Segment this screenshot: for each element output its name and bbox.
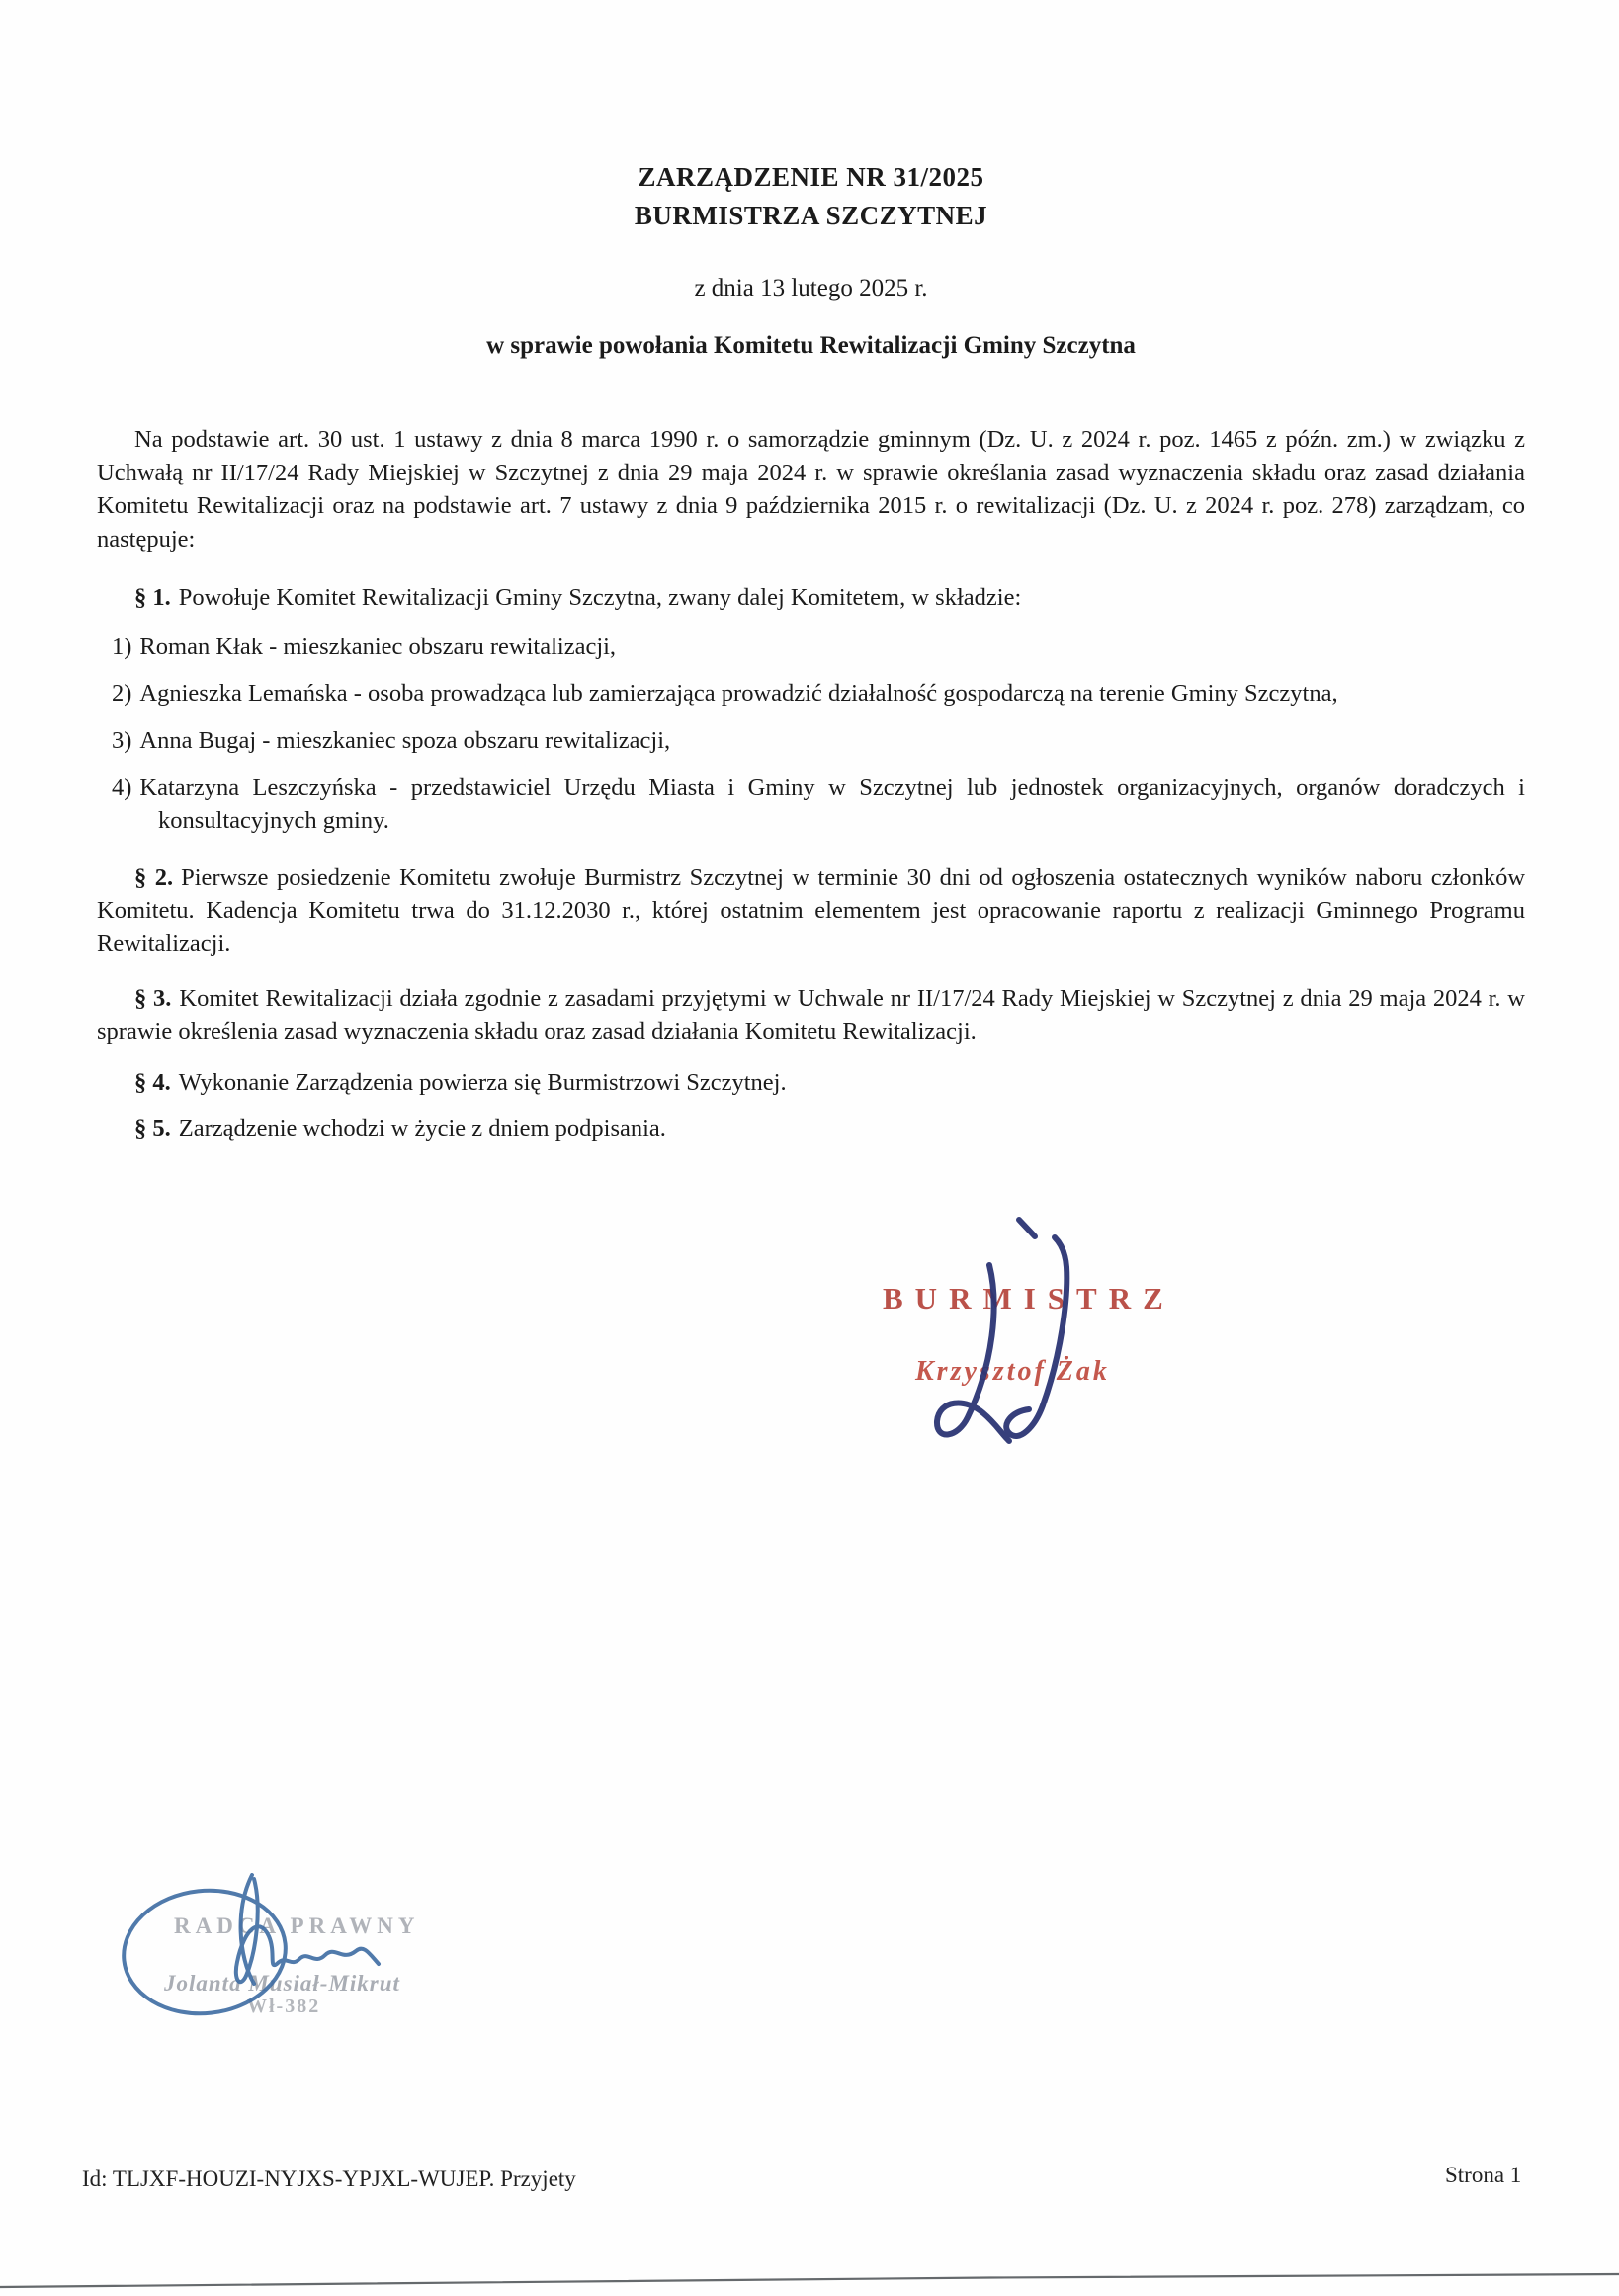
list-item-text: Agnieszka Lemańska - osoba prowadząca lub zamierzająca prowadzić działalność gospodarczą na terenie Gminy Szczytna, <box>139 680 1338 707</box>
paragraph-1 <box>97 581 1525 615</box>
list-item-marker: 4) <box>112 774 132 801</box>
list-item <box>97 677 1525 711</box>
paragraph-4 <box>97 1066 1525 1100</box>
title-line-1: ZARZĄDZENIE NR 31/2025 <box>638 162 984 192</box>
paragraph-4-text: Wykonanie Zarządzenia powierza się Burmistrzowi Szczytnej. <box>178 1068 787 1096</box>
paragraph-2 <box>97 861 1525 961</box>
list-item-marker: 1) <box>112 633 132 660</box>
legal-stamp-name: Jolanta Musiał-Mikrut <box>164 1971 400 1996</box>
list-item <box>97 724 1525 758</box>
paragraph-3-label: § 3. <box>134 984 172 1012</box>
scan-edge-line <box>0 2263 1619 2296</box>
list-item-marker: 2) <box>112 680 132 707</box>
list-item-text: Anna Bugaj - mieszkaniec spoza obszaru rewitalizacji, <box>139 726 671 754</box>
legal-basis-paragraph: Na podstawie art. 30 ust. 1 ustawy z dnia 8 marca 1990 r. o samorządzie gminnym (Dz. U. z 2024 r. poz. 1465 z późn. zm.) w związku z Uchwałą nr II/17/24 Rady Miejskiej w Szczytnej z dnia 29 maja 2024 r. w sprawie określania zasad wyznaczenia składu oraz zasad działania Komitetu Rewitalizacji oraz na podstawie art. 7 ustawy z dnia 9 października 2015 r. o rewitalizacji (Dz. U. z 2024 r. poz. 278) zarządzam, co następuje: <box>97 426 1525 553</box>
legal-signature-ink <box>104 1871 450 2039</box>
footer-page-number: Strona 1 <box>1445 2163 1522 2187</box>
document-subject: w sprawie powołania Komitetu Rewitalizacji Gminy Szczytna <box>486 332 1136 359</box>
paragraph-3 <box>97 982 1525 1049</box>
paragraph-5-label: § 5. <box>134 1115 171 1142</box>
paragraph-5-text: Zarządzenie wchodzi w życie z dniem podpisania. <box>178 1115 666 1142</box>
paragraph-4-label: § 4. <box>134 1068 171 1096</box>
document-title <box>97 158 1525 235</box>
legal-stamp-title: RADCA PRAWNY <box>174 1913 420 1938</box>
list-item <box>97 771 1525 837</box>
title-line-2: BURMISTRZA SZCZYTNEJ <box>634 201 988 230</box>
paragraph-2-label: § 2. <box>134 864 174 891</box>
paragraph-2-text: Pierwsze posiedzenie Komitetu zwołuje Burmistrz Szczytnej w terminie 30 dni od ogłoszenia ostatecznych wyników naboru członków Komitetu. Kadencja Komitetu trwa do 31.12.2030 r., której ostatnim elementem jest opracowanie raportu z realizacji Gminnego Programu Rewitalizacji. <box>97 864 1526 957</box>
list-item-text: Roman Kłak - mieszkaniec obszaru rewitalizacji, <box>139 633 617 660</box>
paragraph-1-label: § 1. <box>134 584 171 611</box>
mayor-signature-ink <box>904 1208 1132 1455</box>
document-content <box>97 158 1525 1146</box>
document-date: z dnia 13 lutego 2025 r. <box>694 275 928 301</box>
list-item-marker: 3) <box>112 726 132 754</box>
footer-document-id: Id: TLJXF-HOUZI-NYJXS-YPJXL-WUJEP. Przyjety <box>82 2167 576 2191</box>
mayor-stamp-name: Krzysztof Żak <box>915 1356 1110 1387</box>
paragraph-3-text: Komitet Rewitalizacji działa zgodnie z zasadami przyjętymi w Uchwale nr II/17/24 Rady Miejskiej w Szczytnej z dnia 29 maja 2024 r. w sprawie określenia zasad wyznaczenia składu oraz zasad działania Komitetu Rewitalizacji. <box>97 984 1526 1045</box>
mayor-stamp-title: BURMISTRZ <box>883 1281 1175 1316</box>
list-item-text: Katarzyna Leszczyńska - przedstawiciel Urzędu Miasta i Gminy w Szczytnej lub jednostek organizacyjnych, organów doradczych i konsultacyjnych gminy. <box>139 774 1525 834</box>
list-item <box>97 631 1525 664</box>
paragraph-1-text: Powołuje Komitet Rewitalizacji Gminy Szczytna, zwany dalej Komitetem, w składzie: <box>178 584 1022 611</box>
legal-stamp-number: Wł-382 <box>247 1996 321 2017</box>
paragraph-5 <box>97 1112 1525 1146</box>
